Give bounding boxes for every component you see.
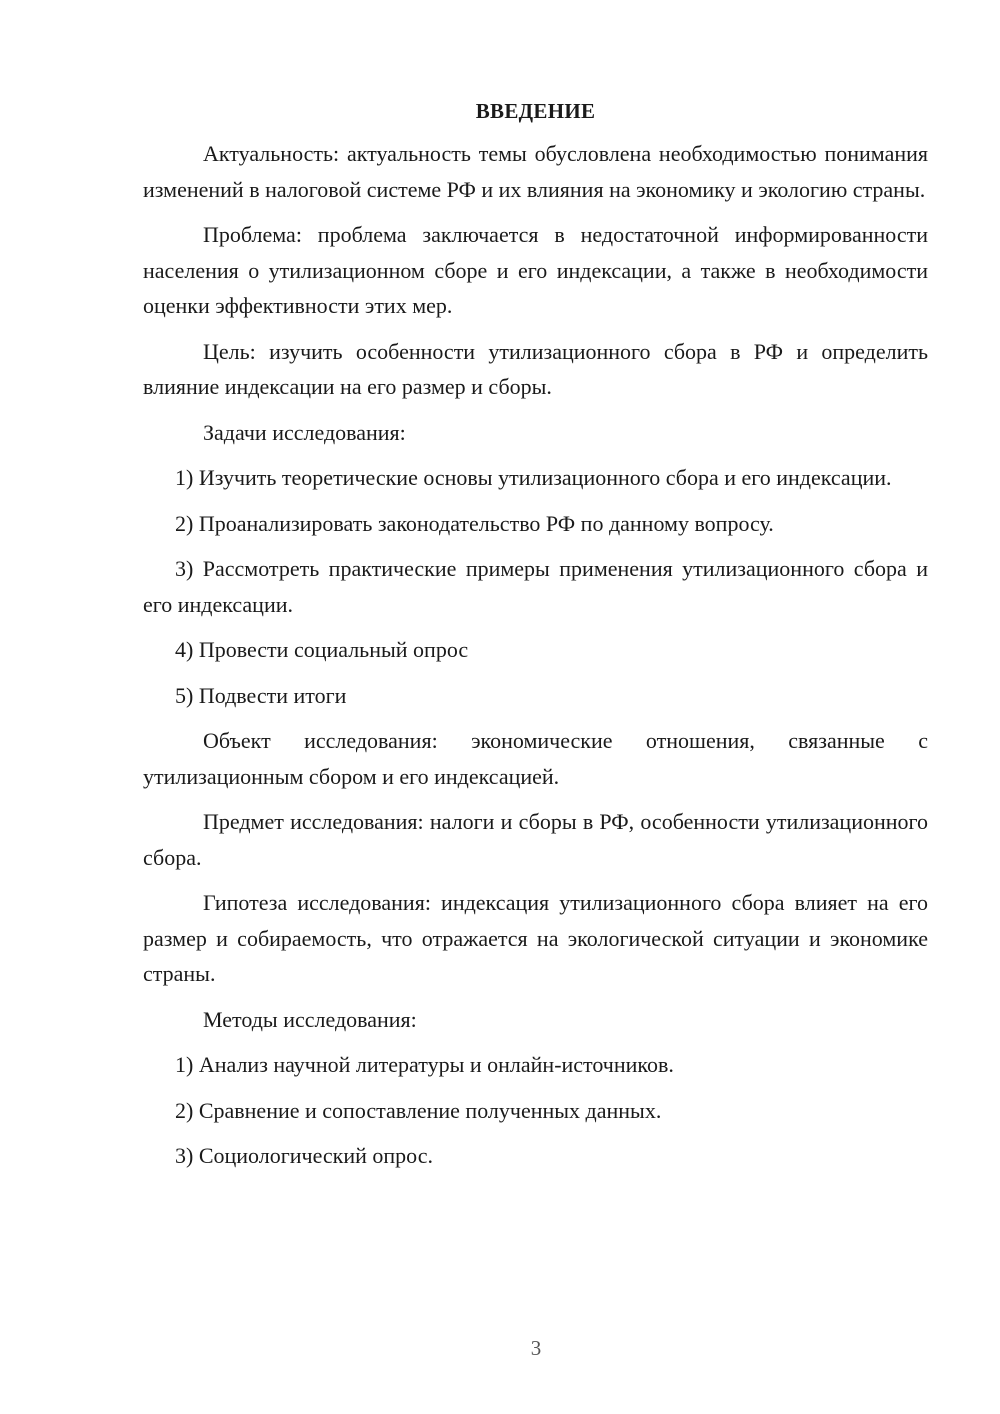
problem-paragraph: Проблема: проблема заключается в недостаточной информированности населения о утилизационном сборе и его индексации, а также в необходимости оценки эффективности этих мер. [143,222,928,318]
hypothesis-paragraph: Гипотеза исследования: индексация утилизационного сбора влияет на его размер и собираемость, что отражается на экологической ситуации и экономике страны. [143,890,928,986]
tasks-title: Задачи исследования: [203,419,406,445]
page-number: 3 [530,1336,542,1360]
relevance-paragraph: Актуальность: актуальность темы обусловлена необходимостью понимания изменений в налоговой системе РФ и их влияния на экономику и экологию страны. [143,141,928,202]
task-item: 2) Проанализировать законодательство РФ по данному вопросу. [175,510,774,536]
section-heading: ВВЕДЕНИЕ [475,99,596,123]
page-content [143,96,928,1184]
method-item: 3) Социологический опрос. [175,1143,433,1168]
task-item: 3) Рассмотреть практические примеры применения утилизационного сбора и его индексации. [143,556,928,617]
object-paragraph: Объект исследования: экономические отношения, связанные с утилизационным сбором и его индексацией. [143,728,928,789]
method-item: 1) Анализ научной литературы и онлайн-источников. [175,1052,674,1077]
task-item: 5) Подвести итоги [175,682,347,708]
task-item: 4) Провести социальный опрос [175,637,469,662]
goal-paragraph: Цель: изучить особенности утилизационного сбора в РФ и определить влияние индексации на его размер и сборы. [143,338,928,399]
subject-paragraph: Предмет исследования: налоги и сборы в РФ, особенности утилизационного сбора. [143,809,928,870]
methods-title: Методы исследования: [203,1006,417,1032]
method-item: 2) Сравнение и сопоставление полученных данных. [175,1097,662,1123]
task-item: 1) Изучить теоретические основы утилизационного сбора и его индексации. [175,465,892,490]
